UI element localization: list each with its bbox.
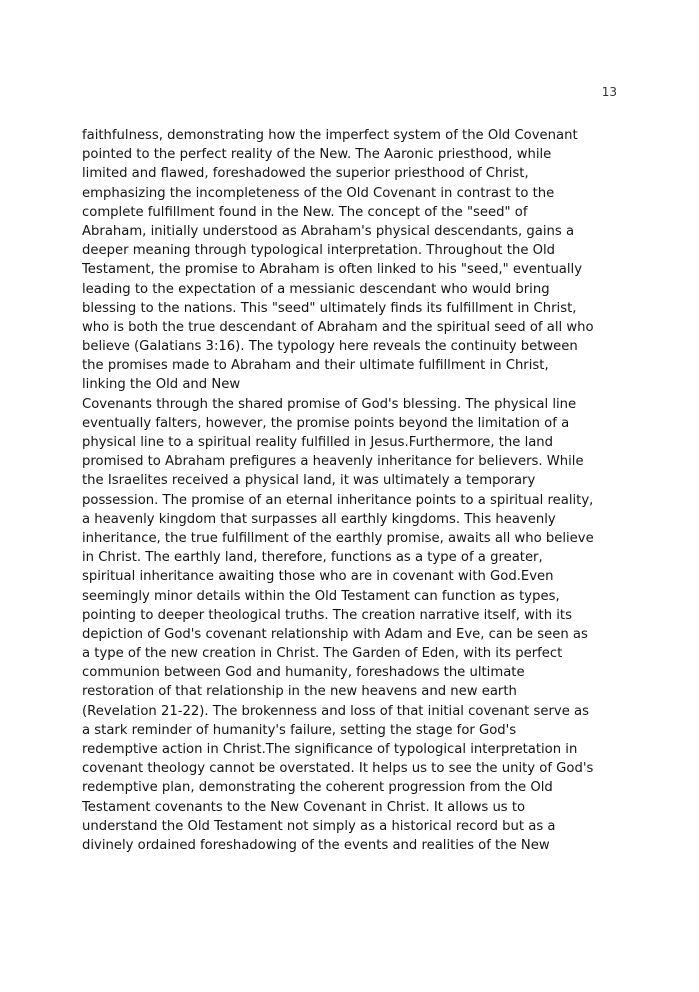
text-line: in Christ. The earthly land, therefore, functions as a type of a greater, — [82, 550, 543, 566]
text-line: believe (Galatians 3:16). The typology here reveals the continuity between — [82, 339, 578, 355]
text-line: spiritual inheritance awaiting those who are in covenant with God.Even — [82, 569, 554, 585]
body-text — [82, 126, 622, 855]
text-line: pointed to the perfect reality of the New. The Aaronic priesthood, while — [82, 147, 552, 163]
text-line: Testament, the promise to Abraham is often linked to his "seed," eventually — [82, 262, 583, 278]
text-line: redemptive action in Christ.The significance of typological interpretation in — [82, 742, 578, 757]
text-line: divinely ordained foreshadowing of the events and realities of the New — [82, 837, 550, 853]
text-line: seemingly minor details within the Old Testament can function as types, — [82, 588, 560, 604]
text-line: linking the Old and New — [82, 377, 241, 393]
text-line: deeper meaning through typological interpretation. Throughout the Old — [82, 243, 556, 259]
text-line: complete fulfillment found in the New. The concept of the "seed" of — [82, 204, 528, 220]
text-line: emphasizing the incompleteness of the Old Covenant in contrast to the — [82, 185, 555, 201]
text-line: limited and flawed, foreshadowed the superior priesthood of Christ, — [82, 166, 529, 182]
text-line: who is both the true descendant of Abraham and the spiritual seed of all who — [82, 319, 594, 335]
text-line: pointing to deeper theological truths. The creation narrative itself, with its — [82, 607, 572, 623]
text-line: promised to Abraham prefigures a heavenly inheritance for believers. While — [82, 454, 584, 470]
text-line: possession. The promise of an eternal inheritance points to a spiritual reality, — [82, 492, 594, 508]
text-line: Covenants through the shared promise of God's blessing. The physical line — [82, 396, 577, 412]
text-line: blessing to the nations. This "seed" ultimately finds its fulfillment in Christ, — [82, 300, 577, 316]
text-line: inheritance, the true fulfillment of the earthly promise, awaits all who believe — [82, 530, 594, 546]
page-number: 13 — [601, 85, 617, 99]
text-line: a stark reminder of humanity's failure, setting the stage for God's — [82, 722, 517, 738]
text-line: a type of the new creation in Christ. The Garden of Eden, with its perfect — [82, 646, 563, 662]
text-line: understand the Old Testament not simply as a historical record but as a — [82, 818, 556, 834]
text-line: physical line to a spiritual reality fulfilled in Jesus.Furthermore, the land — [82, 435, 554, 450]
text-line: covenant theology cannot be overstated. It helps us to see the unity of God's — [82, 761, 594, 777]
text-line: the promises made to Abraham and their ultimate fulfillment in Christ, — [82, 358, 549, 374]
text-line: redemptive plan, demonstrating the coherent progression from the Old — [82, 780, 553, 796]
text-line: leading to the expectation of a messianic descendant who would bring — [82, 281, 550, 297]
text-line: Testament covenants to the New Covenant in Christ. It allows us to — [82, 799, 526, 815]
text-line: the Israelites received a physical land, it was ultimately a temporary — [82, 473, 536, 489]
text-line: restoration of that relationship in the new heavens and new earth — [82, 684, 517, 700]
text-line: a heavenly kingdom that surpasses all earthly kingdoms. This heavenly — [82, 511, 556, 527]
text-line: (Revelation 21-22). The brokenness and loss of that initial covenant serve as — [82, 703, 589, 719]
text-line: depiction of God's covenant relationship with Adam and Eve, can be seen as — [82, 626, 588, 642]
text-line: communion between God and humanity, foreshadows the ultimate — [82, 665, 525, 681]
text-line: eventually falters, however, the promise points beyond the limitation of a — [82, 415, 570, 431]
text-line: faithfulness, demonstrating how the imperfect system of the Old Covenant — [82, 128, 578, 143]
text-line: Abraham, initially understood as Abraham's physical descendants, gains a — [82, 223, 575, 239]
